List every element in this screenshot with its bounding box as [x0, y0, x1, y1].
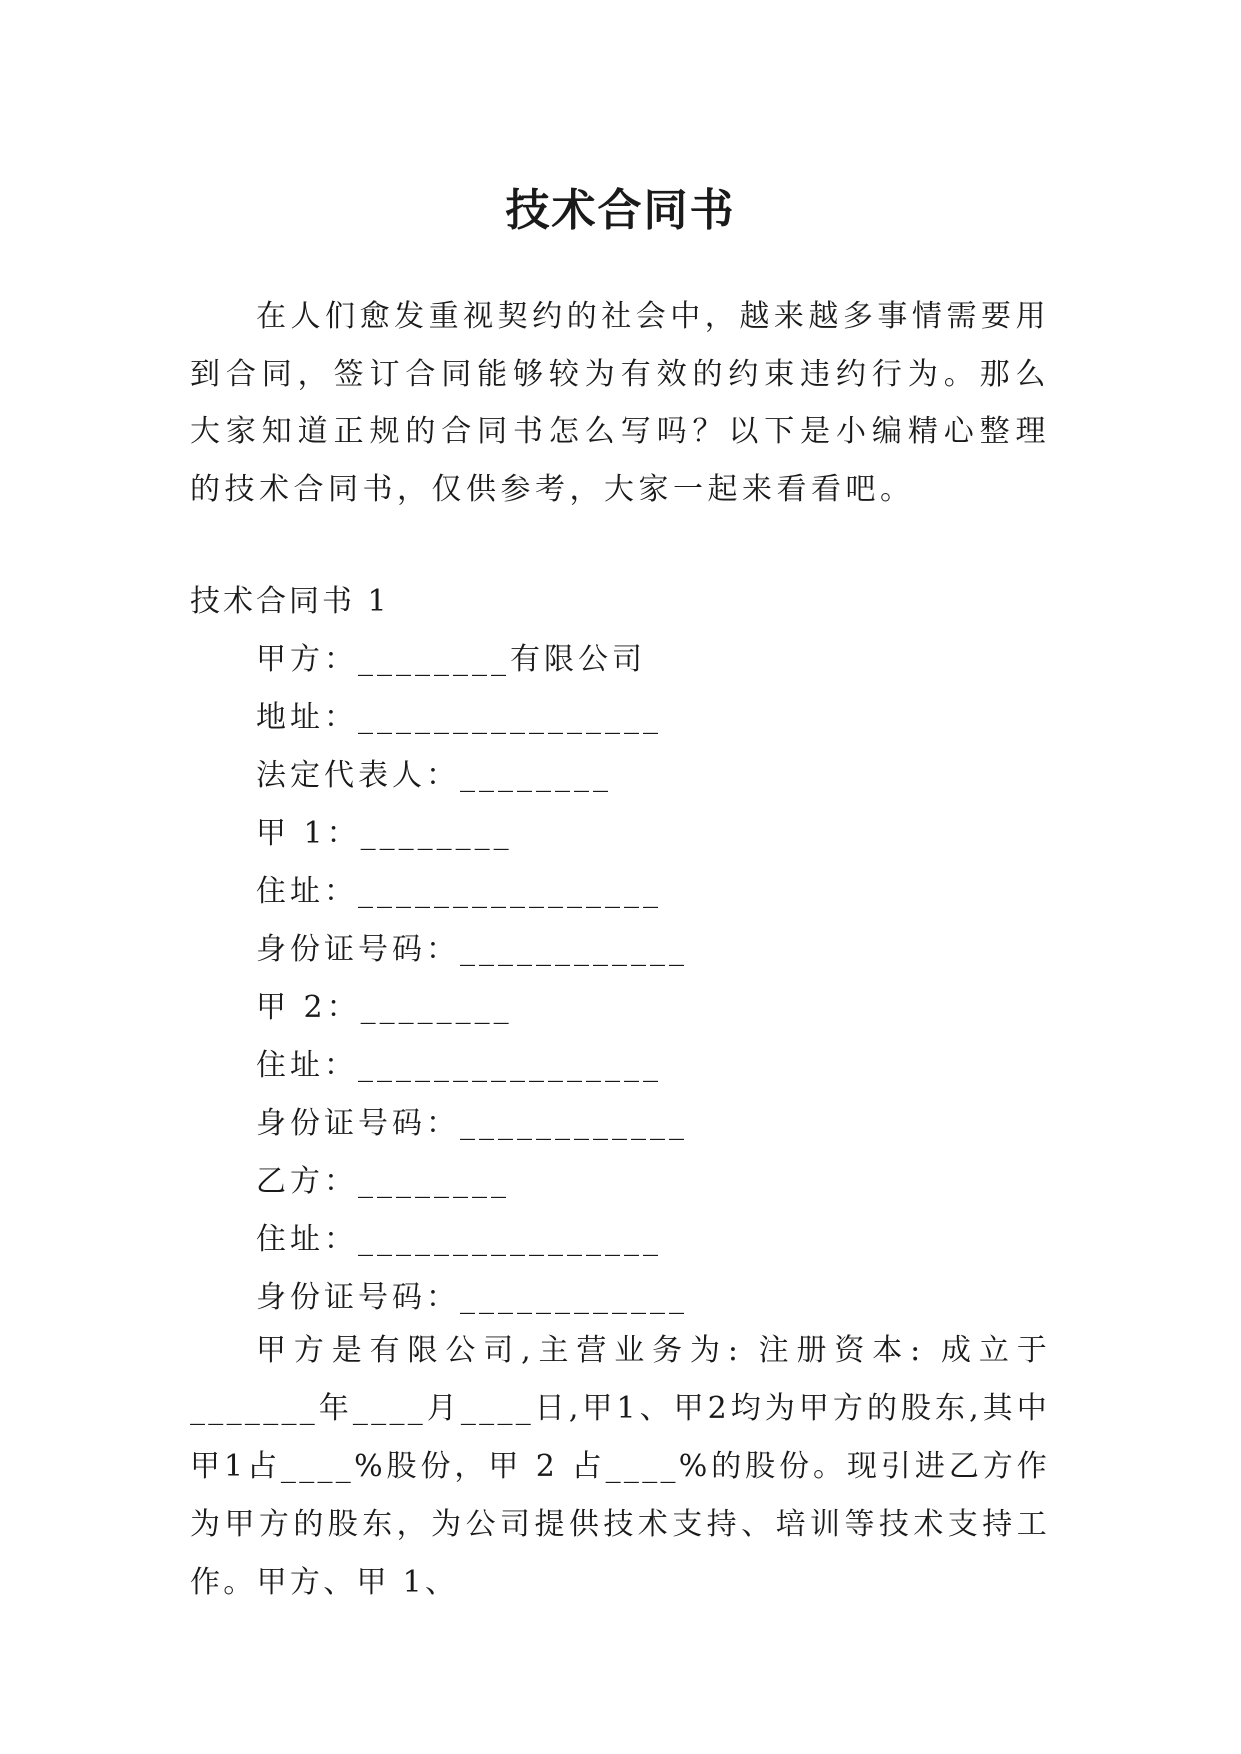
- document-title: 技术合同书: [505, 185, 736, 237]
- party-a2-residence-field: 住址：________________: [256, 1048, 662, 1083]
- party-b-name-field: 乙方：________: [256, 1164, 510, 1199]
- intro-paragraph: 在人们愈发重视契约的社会中，越来越多事情需要用到合同，签订合同能够较为有效的约束违约行为。那么大家知道正规的合同书怎么写吗？以下是小编精心整理的技术合同书，仅供参考，大家一起来看看吧。: [190, 299, 1050, 507]
- party-a2-id-number-field: 身份证号码：____________: [256, 1106, 688, 1141]
- party-a-company-field: 甲方：________有限公司: [256, 642, 646, 677]
- contract-body-paragraph: 甲方是有限公司,主营业务为: 注册资本: 成立于_______年____月____日,甲1、甲2均为甲方的股东,其中甲1占____%股份，甲 2 占____%的股份。现引进乙方作为甲方的股东，为公司提供技术支持、培训等技术支持工作。甲方、甲 1、: [190, 1333, 1050, 1600]
- section-heading: 技术合同书 1: [190, 584, 390, 619]
- party-b-id-number-field: 身份证号码：____________: [256, 1280, 688, 1315]
- party-a-address-field: 地址：________________: [256, 700, 662, 735]
- party-a2-name-field: 甲 2：________: [256, 990, 513, 1025]
- party-a1-id-number-field: 身份证号码：____________: [256, 932, 688, 967]
- party-b-residence-field: 住址：________________: [256, 1222, 662, 1257]
- party-a1-name-field: 甲 1：________: [256, 816, 513, 851]
- party-fields-list: [256, 640, 688, 1336]
- party-a1-residence-field: 住址：________________: [256, 874, 662, 909]
- legal-representative-field: 法定代表人：________: [256, 758, 612, 793]
